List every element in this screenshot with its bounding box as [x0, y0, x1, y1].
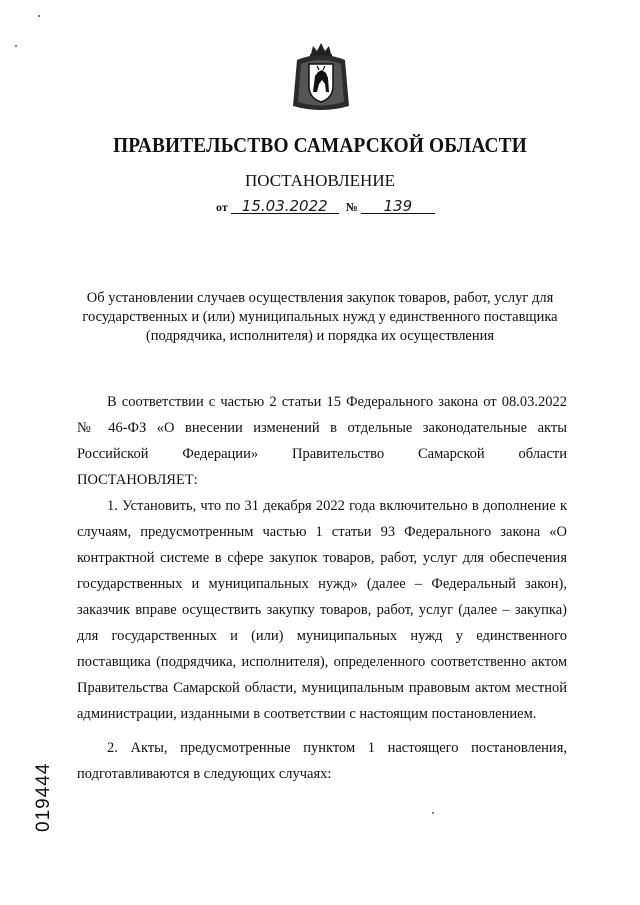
number-label: № [345, 200, 358, 214]
paragraph-item-2: 2. Акты, предусмотренные пунктом 1 настоящего постановления, подготавливаются в следующих случаях: [77, 740, 567, 782]
document-title: Об установлении случаев осуществления закупок товаров, работ, услуг для государственных и (или) муниципальных нужд у единственного поставщика (подрядчика, исполнителя) и порядка их осуществления [82, 290, 558, 344]
scan-speck [15, 45, 17, 47]
date-number-line [216, 199, 446, 215]
document-body [77, 389, 567, 787]
coat-of-arms-emblem [289, 40, 353, 114]
date-value: 15.03.2022 [231, 199, 339, 214]
document-type: ПОСТАНОВЛЕНИЕ [244, 171, 395, 190]
paragraph-preamble: В соответствии с частью 2 статьи 15 Федерального закона от 08.03.2022 № 46-ФЗ «О внесении изменений в отдельные законодательные акты Российской Федерации» Правительство Самарской области ПОСТАНОВЛЯЕТ: [77, 394, 567, 488]
paragraph-item-1: 1. Установить, что по 31 декабря 2022 года включительно в дополнение к случаям, предусмотренным частью 1 статьи 93 Федерального закона «О контрактной системе в сфере закупок товаров, работ, услуг для обеспечения государственных и муниципальных нужд» (далее – Федеральный закон), заказчик вправе осуществить закупку товаров, работ, услуг (далее – закупка) для государственных и (или) муниципальных нужд у единственного поставщика (подрядчика, исполнителя), определенного соответственно актом Правительства Самарской области, муниципальным правовым актом местной администрации, изданными в соответствии с настоящим постановлением. [77, 498, 567, 722]
scan-speck [432, 812, 434, 814]
scan-speck [38, 15, 40, 17]
date-label: от [216, 200, 228, 214]
number-value: 139 [361, 199, 435, 214]
serial-number: 019444 [33, 762, 54, 832]
organization-title: ПРАВИТЕЛЬСТВО САМАРСКОЙ ОБЛАСТИ [113, 133, 527, 157]
